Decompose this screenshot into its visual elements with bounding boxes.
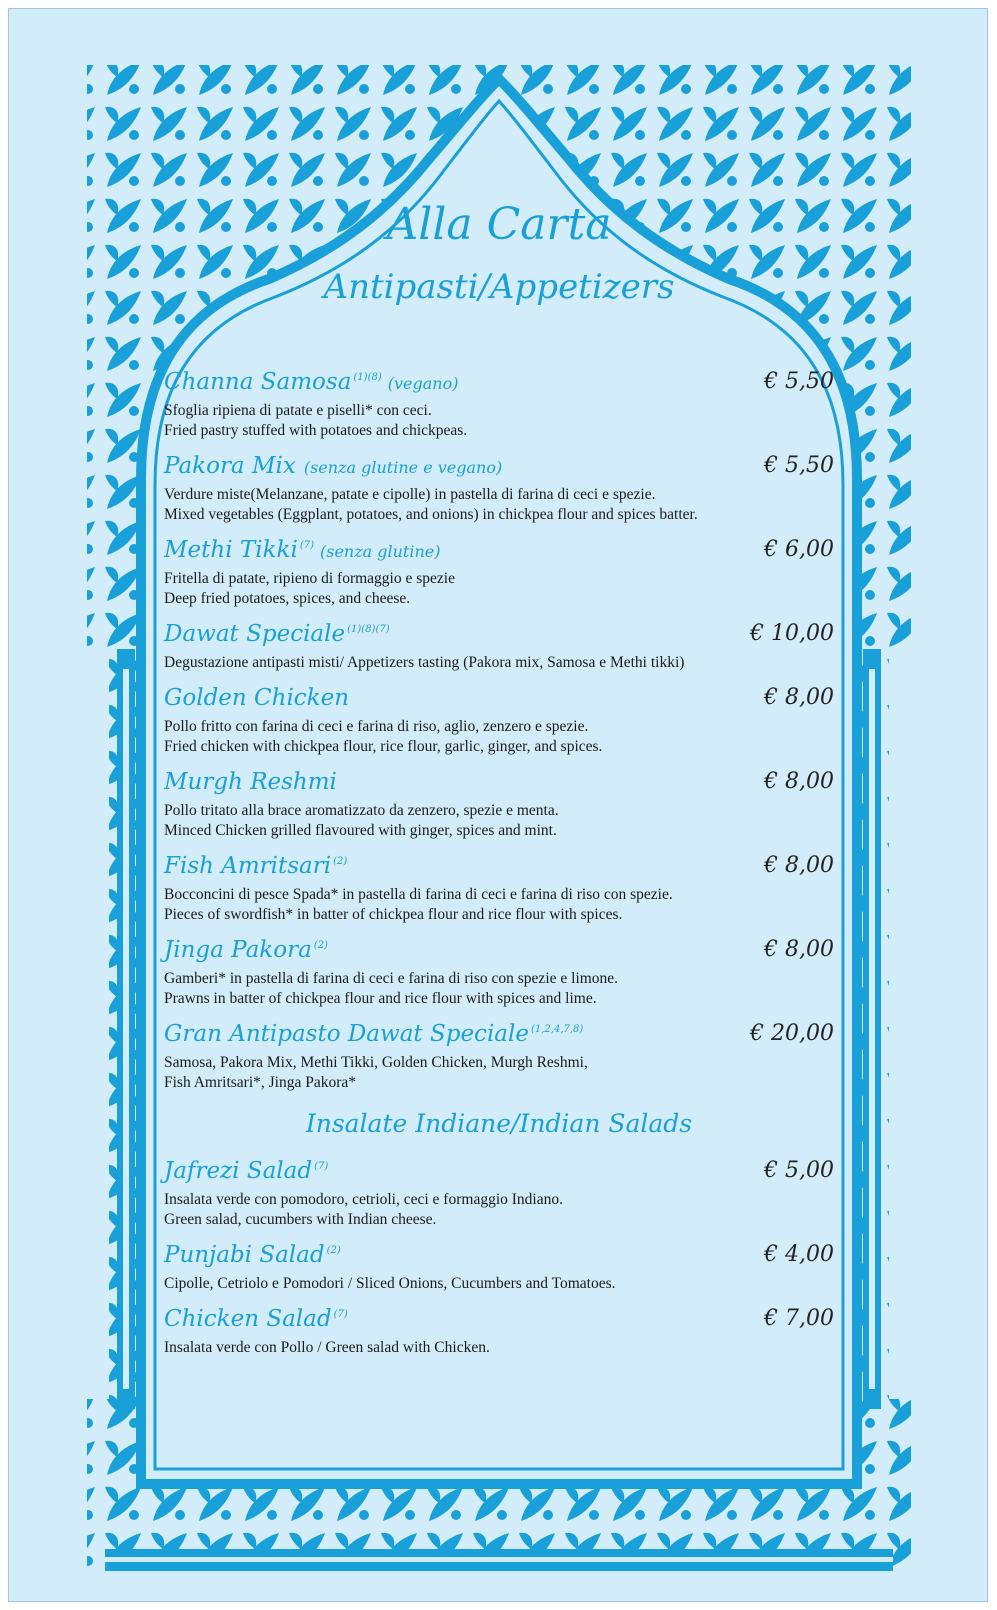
menu-item-description-en: Mixed vegetables (Eggplant, potatoes, and onions) in chickpea flour and spices batter.: [164, 506, 698, 523]
menu-item: [164, 451, 834, 525]
menu-item-description-it: Fritella di patate, ripieno di formaggio e spezie: [164, 570, 455, 587]
allergen-codes: (7): [333, 1309, 348, 1321]
menu-item-name-line: [164, 453, 502, 479]
dietary-note: (vegano): [387, 374, 459, 393]
allergen-codes: (1)(8): [353, 372, 382, 384]
menu-item-name: Channa Samosa: [164, 369, 352, 395]
dietary-note: (senza glutine e vegano): [303, 458, 503, 477]
menu-item-name: Jafrezi Salad: [164, 1158, 313, 1184]
menu-item: [164, 1019, 834, 1093]
menu-item-description-en: Deep fried potatoes, spices, and cheese.: [164, 590, 411, 607]
menu-item-name: Jinga Pakora: [164, 937, 312, 963]
menu-item-description-it: Gamberi* in pastella di farina di ceci e farina di riso con spezie e limone.: [164, 970, 619, 987]
menu-item-description-en: Prawns in batter of chickpea flour and rice flour with spices and lime.: [164, 990, 597, 1007]
menu-item-description-it: Degustazione antipasti misti/ Appetizers tasting (Pakora mix, Samosa e Methi tikki): [164, 654, 685, 671]
menu-item: [164, 935, 834, 1009]
menu-item-description-it: Cipolle, Cetriolo e Pomodori / Sliced Onions, Cucumbers and Tomatoes.: [164, 1275, 616, 1292]
menu-item-description-en: Fried pastry stuffed with potatoes and chickpeas.: [164, 422, 468, 439]
menu-item-header: [164, 1019, 834, 1053]
menu-item-header: [164, 1304, 834, 1338]
menu-item-name-line: [164, 1158, 334, 1184]
menu-item-description-en: Green salad, cucumbers with Indian cheese.: [164, 1211, 437, 1228]
dietary-note: (senza glutine): [319, 542, 441, 561]
menu-item-price: € 8,00: [764, 937, 834, 962]
menu-item: [164, 367, 834, 441]
menu-item: [164, 851, 834, 925]
menu-item-price: € 5,50: [764, 453, 834, 478]
menu-item-description-it: Bocconcini di pesce Spada* in pastella di farina di ceci e farina di riso con spezie.: [164, 886, 673, 903]
menu-item-header: [164, 367, 834, 401]
allergen-codes: (7): [314, 1161, 329, 1173]
menu-item-name-line: [164, 937, 334, 963]
salad-list: [164, 1156, 834, 1358]
menu-item-header: [164, 851, 834, 885]
menu-item-name: Dawat Speciale: [164, 621, 346, 647]
menu-item-header: [164, 1240, 834, 1274]
menu-item-name: Methi Tikki: [164, 537, 298, 563]
menu-item-header: [164, 451, 834, 485]
menu-item-description-it: Samosa, Pakora Mix, Methi Tikki, Golden Chicken, Murgh Reshmi,: [164, 1054, 588, 1071]
menu-title: Alla Carta: [386, 199, 612, 250]
menu-item-name: Pakora Mix: [164, 453, 296, 479]
menu-item-name: Golden Chicken: [164, 685, 350, 711]
menu-item-name-line: [164, 537, 441, 563]
menu-item-name-line: [164, 369, 458, 395]
allergen-codes: (7): [299, 540, 314, 552]
menu-item-name-line: [164, 621, 396, 647]
menu-item-name: Gran Antipasto Dawat Speciale: [164, 1021, 529, 1047]
menu-item-name-line: [164, 769, 345, 795]
menu-item-price: € 6,00: [764, 537, 834, 562]
menu-item-price: € 10,00: [750, 621, 834, 646]
allergen-codes: (1,2,4,7,8): [530, 1024, 584, 1036]
menu-item: [164, 1240, 834, 1294]
menu-item: [164, 1156, 834, 1230]
menu-item-name-line: [164, 1306, 354, 1332]
menu-item-description-it: Pollo tritato alla brace aromatizzato da zenzero, spezie e menta.: [164, 802, 559, 819]
menu-item-name: Punjabi Salad: [164, 1242, 325, 1268]
allergen-codes: (2): [333, 856, 348, 868]
menu-page: [8, 8, 988, 1602]
menu-item-price: € 7,00: [764, 1306, 834, 1331]
menu-item-description-it: Sfoglia ripiena di patate e piselli* con ceci.: [164, 402, 432, 419]
menu-item: [164, 535, 834, 609]
menu-item-name-line: [164, 685, 357, 711]
menu-item-price: € 8,00: [764, 853, 834, 878]
menu-item-description-en: Pieces of swordfish* in batter of chickpea flour and rice flour with spices.: [164, 906, 623, 923]
allergen-codes: (2): [313, 940, 328, 952]
menu-item-header: [164, 1156, 834, 1190]
menu-item-description-en: Fish Amritsari*, Jinga Pakora*: [164, 1074, 357, 1091]
menu-item-name: Chicken Salad: [164, 1306, 332, 1332]
menu-item-header: [164, 767, 834, 801]
menu-item-description-it: Insalata verde con pomodoro, cetrioli, ceci e formaggio Indiano.: [164, 1191, 563, 1208]
menu-item-name-line: [164, 853, 353, 879]
appetizer-list: [164, 367, 834, 1093]
menu-item-price: € 5,00: [764, 1158, 834, 1183]
menu-item-price: € 8,00: [764, 769, 834, 794]
menu-item: [164, 1304, 834, 1358]
menu-item-header: [164, 535, 834, 569]
allergen-codes: (2): [326, 1245, 341, 1257]
menu-item-description-en: Minced Chicken grilled flavoured with ginger, spices and mint.: [164, 822, 557, 839]
menu-item-header: [164, 683, 834, 717]
menu-item-header: [164, 619, 834, 653]
menu-item-description-it: Insalata verde con Pollo / Green salad with Chicken.: [164, 1339, 490, 1356]
menu-item-price: € 20,00: [750, 1021, 834, 1046]
menu-item-name-line: [164, 1021, 589, 1047]
menu-item-price: € 5,50: [764, 369, 834, 394]
menu-item-name: Fish Amritsari: [164, 853, 332, 879]
menu-list: [164, 367, 834, 1368]
menu-item: [164, 683, 834, 757]
menu-item: [164, 619, 834, 673]
menu-item-price: € 8,00: [764, 685, 834, 710]
menu-item: [164, 767, 834, 841]
menu-item-description-it: Verdure miste(Melanzane, patate e cipolle) in pastella di farina di ceci e spezie.: [164, 486, 656, 503]
menu-item-price: € 4,00: [764, 1242, 834, 1267]
menu-item-header: [164, 935, 834, 969]
menu-item-description-it: Pollo fritto con farina di ceci e farina di riso, aglio, zenzero e spezie.: [164, 718, 589, 735]
menu-item-name-line: [164, 1242, 347, 1268]
salads-section-title: Insalate Indiane/Indian Salads: [305, 1109, 693, 1138]
menu-item-description-en: Fried chicken with chickpea flour, rice flour, garlic, ginger, and spices.: [164, 738, 603, 755]
menu-subtitle: Antipasti/Appetizers: [323, 267, 675, 307]
menu-item-name: Murgh Reshmi: [164, 769, 337, 795]
allergen-codes: (1)(8)(7): [347, 624, 390, 636]
